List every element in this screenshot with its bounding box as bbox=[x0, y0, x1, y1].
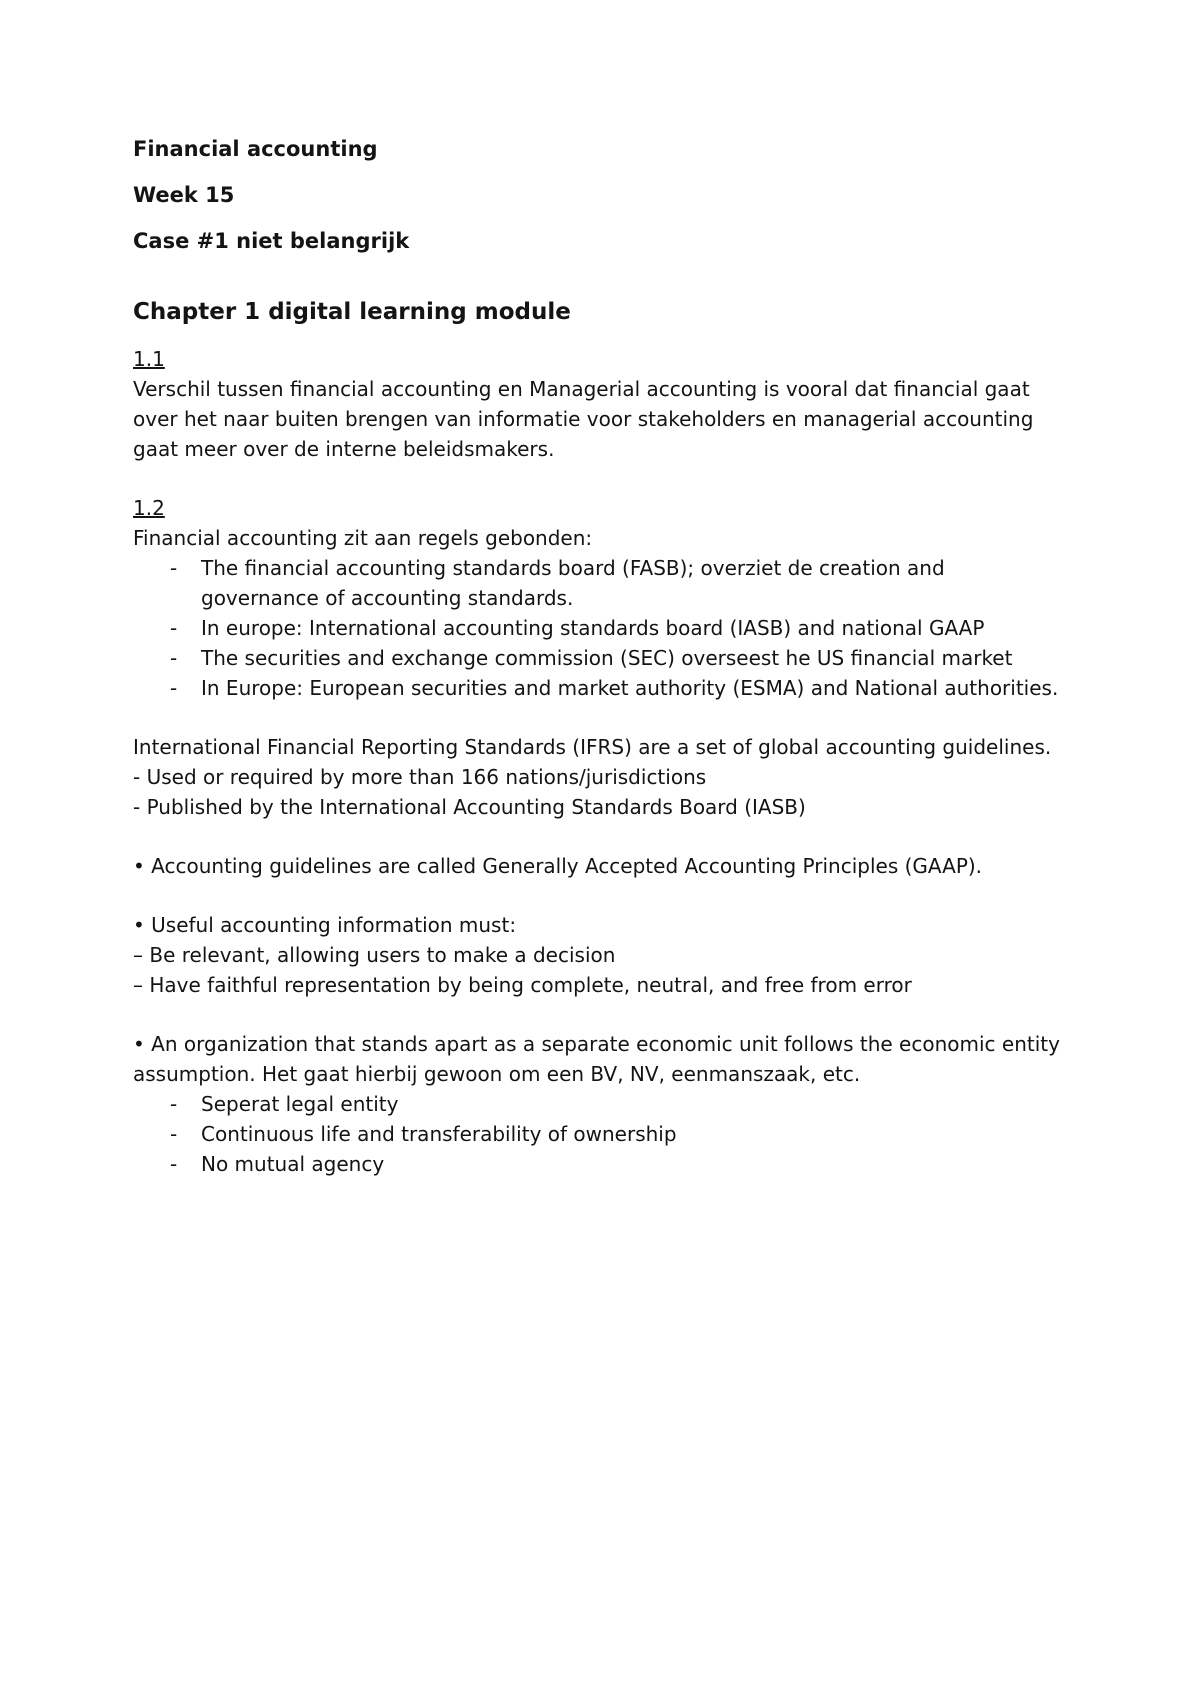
gaap-text: • Accounting guidelines are called Generally Accepted Accounting Principles (GAAP). bbox=[133, 854, 983, 878]
list-item-text: In Europe: European securities and market authority (ESMA) and National authorities. bbox=[201, 676, 1059, 700]
section-1-2 bbox=[133, 493, 1063, 703]
entity-intro: • An organization that stands apart as a separate economic unit follows the economic entity assumption. Het gaat hierbij gewoon om een BV, NV, eenmanszaak, etc. bbox=[133, 1032, 1060, 1086]
list-item bbox=[170, 1149, 1063, 1179]
section-1-1-label: 1.1 bbox=[133, 347, 165, 371]
ifrs-intro: International Financial Reporting Standards (IFRS) are a set of global accounting guidelines. bbox=[133, 735, 1052, 759]
list-item-text: The financial accounting standards board (FASB); overziet de creation and governance of accounting standards. bbox=[201, 556, 945, 610]
dash-marker: - bbox=[170, 1152, 178, 1176]
entity-list bbox=[133, 1089, 1063, 1179]
list-item-text: Seperat legal entity bbox=[201, 1092, 399, 1116]
useful-line: – Be relevant, allowing users to make a decision bbox=[133, 943, 616, 967]
entity-paragraph bbox=[133, 1029, 1063, 1179]
chapter-heading: Chapter 1 digital learning module bbox=[133, 299, 571, 325]
list-item bbox=[170, 553, 1063, 613]
list-item bbox=[170, 673, 1063, 703]
list-item bbox=[170, 1119, 1063, 1149]
section-1-1-label-row bbox=[133, 344, 1063, 374]
list-item-text: The securities and exchange commission (SEC) overseest he US financial market bbox=[201, 646, 1013, 670]
doc-title: Financial accounting bbox=[133, 137, 378, 161]
ifrs-line: - Used or required by more than 166 nations/jurisdictions bbox=[133, 765, 707, 789]
useful-info-paragraph bbox=[133, 910, 1063, 1000]
section-1-2-label-row bbox=[133, 493, 1063, 523]
list-item bbox=[170, 1089, 1063, 1119]
section-1-1-text: Verschil tussen financial accounting en Managerial accounting is vooral dat financial gaat over het naar buiten brengen van informatie voor stakeholders en managerial accounting gaat meer over de interne beleidsmakers. bbox=[133, 377, 1034, 461]
dash-marker: - bbox=[170, 556, 178, 580]
list-item-text: Continuous life and transferability of ownership bbox=[201, 1122, 677, 1146]
section-1-2-intro: Financial accounting zit aan regels gebonden: bbox=[133, 526, 593, 550]
gaap-paragraph bbox=[133, 851, 1063, 881]
list-item-text: No mutual agency bbox=[201, 1152, 385, 1176]
section-1-1 bbox=[133, 344, 1063, 464]
ifrs-paragraph bbox=[133, 732, 1063, 822]
useful-intro: • Useful accounting information must: bbox=[133, 913, 517, 937]
dash-marker: - bbox=[170, 1122, 178, 1146]
ifrs-line: - Published by the International Accounting Standards Board (IASB) bbox=[133, 795, 806, 819]
dash-marker: - bbox=[170, 616, 178, 640]
list-item-text: In europe: International accounting standards board (IASB) and national GAAP bbox=[201, 616, 985, 640]
list-item bbox=[170, 613, 1063, 643]
useful-line: – Have faithful representation by being complete, neutral, and free from error bbox=[133, 973, 912, 997]
list-item bbox=[170, 643, 1063, 673]
dash-marker: - bbox=[170, 1092, 178, 1116]
section-1-2-label: 1.2 bbox=[133, 496, 165, 520]
week-heading: Week 15 bbox=[133, 183, 235, 207]
regulators-list bbox=[133, 553, 1063, 703]
case-note: Case #1 niet belangrijk bbox=[133, 229, 410, 253]
dash-marker: - bbox=[170, 676, 178, 700]
dash-marker: - bbox=[170, 646, 178, 670]
